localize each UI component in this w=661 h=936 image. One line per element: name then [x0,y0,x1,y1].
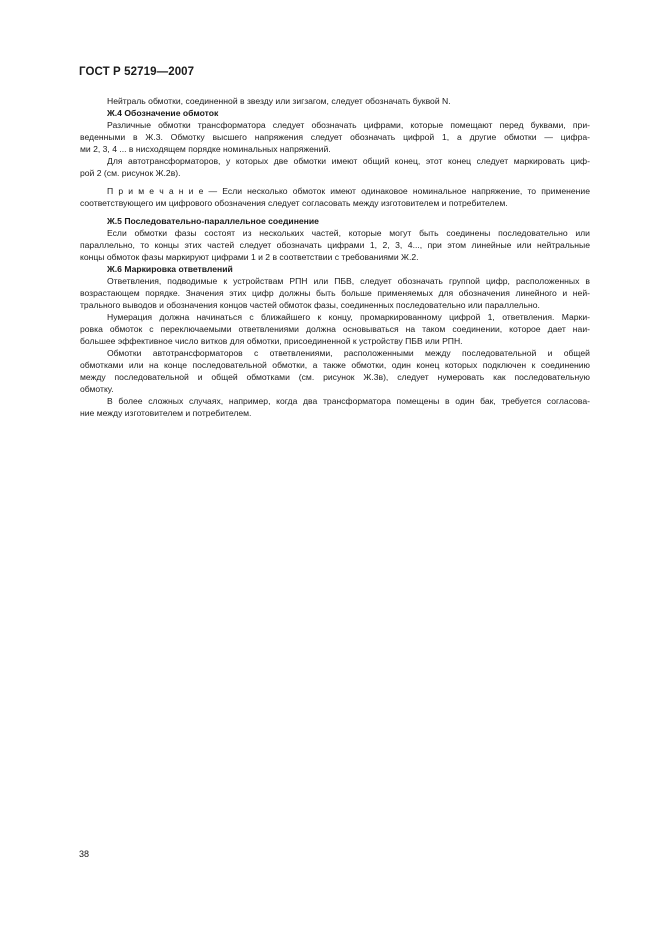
section-heading-zh4: Ж.4 Обозначение обмоток [107,108,219,118]
paragraph-line: Нумерация должна начинаться с ближайшего к концу, промаркированному цифрой 1, ответвления. Марки- [107,312,590,322]
page-number: 38 [79,849,90,859]
note-line: соответствующего им цифрового обозначения следует согласовать между изготовителем и потребителем. [80,198,508,208]
paragraph-line: Для автотрансформаторов, у которых две обмотки имеют общий конец, этот конец следует маркировать циф- [107,156,590,166]
paragraph-line: обмотками или на конце последовательной обмотки, а также обмотки, один конец которых подключен к соединению [80,360,590,370]
paragraph-line: Нейтраль обмотки, соединенной в звезду или зигзагом, следует обозначать буквой N. [107,96,451,106]
section-heading-zh5: Ж.5 Последовательно-параллельное соединение [107,216,319,226]
paragraph-line: рой 2 (см. рисунок Ж.2в). [80,168,181,178]
paragraph-line: большее эффективное число витков для обмотки, присоединенной к устройству ПБВ или РПН. [80,336,463,346]
section-heading-zh6: Ж.6 Маркировка ответвлений [107,264,233,274]
paragraph-line: обмотку. [80,384,114,394]
paragraph-line: между последовательной и общей обмотками (см. рисунок Ж.3в), следует нумеровать как последовательную [80,372,590,382]
paragraph-line: ми 2, 3, 4 ... в нисходящем порядке номинальных напряжений. [80,144,331,154]
paragraph-line: В более сложных случаях, например, когда два трансформатора помещены в один бак, требуется согласова- [107,396,590,406]
document-header: ГОСТ Р 52719—2007 [79,66,195,78]
paragraph-line: трального выводов и обозначения концов частей обмоток фазы, соединенных последовательно или параллельно. [80,300,540,310]
note-line: П р и м е ч а н и е — Если несколько обмоток имеют одинаковое номинальное напряжение, то применение [107,186,590,196]
paragraph-line: ние между изготовителем и потребителем. [80,408,252,418]
paragraph-line: Обмотки автотрансформаторов с ответвлениями, расположенными между последовательной и общей [107,348,590,358]
document-body [80,95,590,419]
paragraph-line: Различные обмотки трансформатора следует обозначать цифрами, которые помещают перед буквами, при- [107,120,590,130]
paragraph-line: Если обмотки фазы состоят из нескольких частей, которые могут быть соединены последовательно или [107,228,590,238]
paragraph-line: параллельно, то концы этих частей следует обозначать цифрами 1, 2, 3, 4..., при этом линейные или нейтральные [80,240,590,250]
paragraph-line: возрастающем порядке. Значения этих цифр должны быть больше применяемых для обозначения линейного и ней- [80,288,590,298]
paragraph-line: ровка обмоток с переключаемыми ответвлениями должна основываться на таком соединении, которое дает наи- [80,324,590,334]
paragraph-line: концы обмоток фазы маркируют цифрами 1 и 2 в соответствии с требованиями Ж.2. [80,252,419,262]
paragraph-line: Ответвления, подводимые к устройствам РПН или ПБВ, следует обозначать группой цифр, расположенных в [107,276,590,286]
paragraph-line: веденными в Ж.3. Обмотку высшего напряжения следует обозначать цифрой 1, а другие обмотки — цифра- [80,132,590,142]
